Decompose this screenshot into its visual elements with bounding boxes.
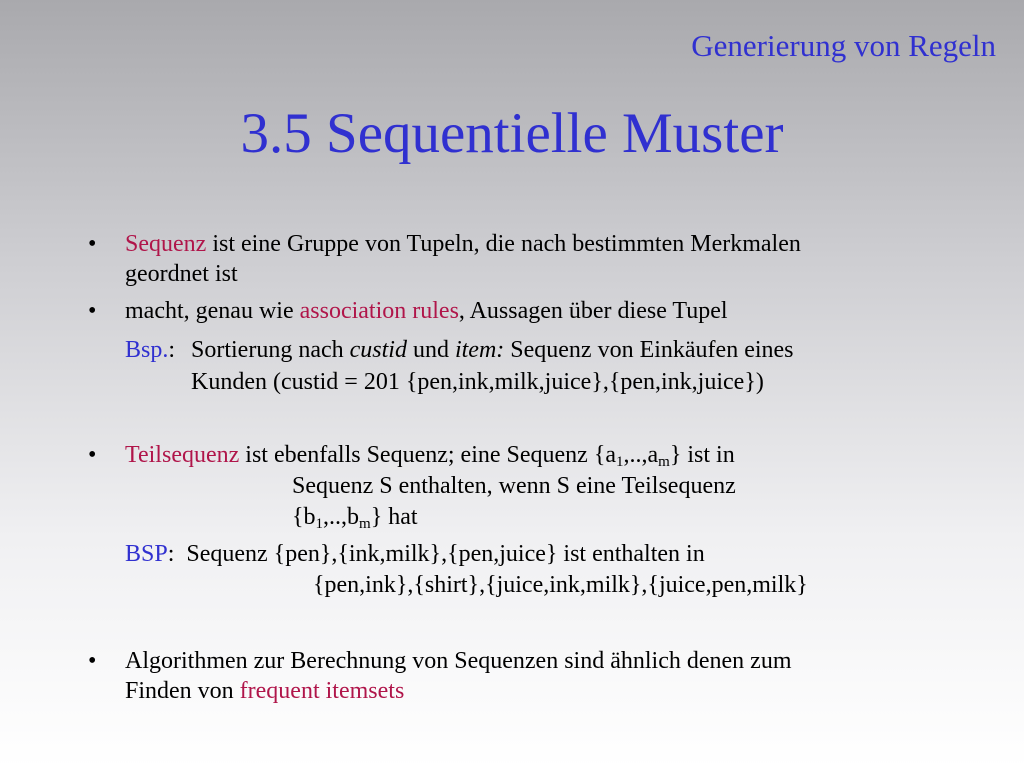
example-1-text-1: [191, 335, 794, 365]
bullet-3-l3-c: } hat: [370, 504, 418, 530]
example-label: BSP: [125, 541, 168, 567]
term-association-rules: association rules: [299, 298, 459, 324]
bullet-3-line-3: [292, 502, 418, 532]
bullet-4-line-2: [125, 676, 404, 706]
bullet-3-l3-b: ,..,b: [323, 504, 360, 530]
example-1-item: item:: [454, 337, 505, 363]
example-1-line-1: [125, 335, 175, 365]
example-1-b: Sequenz von Einkäufen eines: [504, 337, 794, 363]
bullet-1-text: ist eine Gruppe von Tupeln, die nach bestimmten Merkmalen: [206, 231, 801, 257]
subscript-m: m: [359, 516, 371, 532]
example-1-a: Sortierung nach: [191, 337, 350, 363]
header-topic: Generierung von Regeln: [691, 28, 996, 63]
bullet-marker: •: [88, 298, 97, 324]
term-sequenz: Sequenz: [125, 231, 207, 257]
bullet-marker: •: [88, 231, 97, 257]
term-frequent-itemsets: frequent itemsets: [239, 678, 405, 704]
bullet-3-line-2: Sequenz S enthalten, wenn S eine Teilsequenz: [292, 473, 736, 499]
term-teilsequenz: Teilsequenz: [125, 442, 240, 468]
bullet-4-line-1: Algorithmen zur Berechnung von Sequenzen sind ähnlich denen zum: [125, 648, 792, 674]
subscript-1: 1: [315, 516, 324, 532]
bullet-4-l2-a: Finden von: [125, 678, 240, 704]
bullet-1-line-2: geordnet ist: [125, 261, 238, 287]
example-1-und: und: [406, 337, 455, 363]
bullet-3-line-1: [125, 440, 735, 470]
bullet-3-a: ist ebenfalls Sequenz; eine Sequenz {a: [239, 442, 617, 468]
bullet-3-l3-a: {b: [292, 504, 316, 530]
bullet-2-pre: macht, genau wie: [125, 298, 300, 324]
bullet-3-b: ,..,a: [623, 442, 659, 468]
bullet-1-line-1: [125, 229, 801, 259]
example-2-line-1: [125, 539, 705, 569]
bullet-3-c: } ist in: [669, 442, 735, 468]
slide-title: 3.5 Sequentielle Muster: [240, 102, 784, 165]
example-colon: :: [168, 337, 176, 363]
subscript-m: m: [658, 454, 670, 470]
subscript-1: 1: [616, 454, 624, 470]
bullet-2-line-1: [125, 296, 728, 326]
example-1-line-2: Kunden (custid = 201 {pen,ink,milk,juice},{pen,ink,juice}): [191, 369, 764, 395]
bullet-2-post: , Aussagen über diese Tupel: [458, 298, 728, 324]
bullet-marker: •: [88, 442, 97, 468]
example-1-custid: custid: [349, 337, 407, 363]
example-2-text: : Sequenz {pen},{ink,milk},{pen,juice} ist enthalten in: [167, 541, 705, 567]
example-label: Bsp.: [125, 337, 169, 363]
bullet-marker: •: [88, 648, 97, 674]
example-2-line-2: {pen,ink},{shirt},{juice,ink,milk},{juice,pen,milk}: [313, 572, 808, 598]
